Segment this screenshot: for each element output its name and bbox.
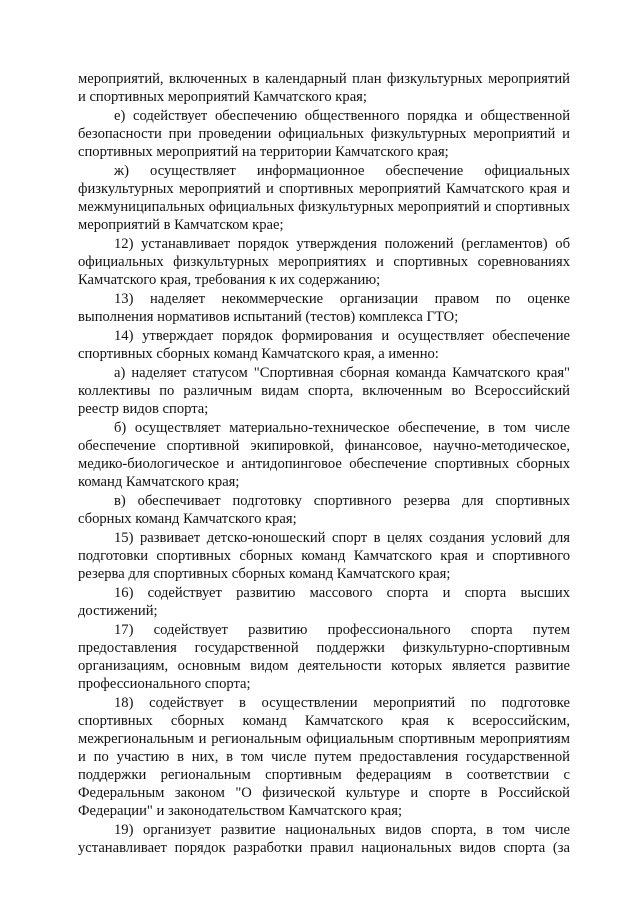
document-page [78,70,570,858]
paragraph-item-15: 15) развивает детско-юношеский спорт в целях создания условий для подготовки спортивных сборных команд Камчатского края и спортивного резерва для спортивных сборных команд Камчатского края; [78,530,570,582]
paragraph-item-18: 18) содействует в осуществлении мероприятий по подготовке спортивных сборных команд Камчатского края к всероссийским, межрегиональным и региональным официальным спортивным мероприятиям и по участию в них, в том числе путем предоставления государственной поддержки региональным спортивным федерациям в соответствии с Федеральным законом "О физической культуре и спорте в Российской Федерации" и законодательством Камчатского края; [78,695,570,819]
paragraph-item-16: 16) содействует развитию массового спорта и спорта высших достижений; [78,585,570,619]
paragraph-item-e: е) содействует обеспечению общественного порядка и общественной безопасности при проведении официальных физкультурных мероприятий и спортивных мероприятий на территории Камчатского края; [78,108,570,160]
paragraph-item-14b: б) осуществляет материально-техническое обеспечение, в том числе обеспечение спортивной экипировкой, финансовое, научно-методическое, медико-биологическое и антидопинговое обеспечение спортивных сборных команд Камчатского края; [78,420,570,490]
paragraph-item-zh: ж) осуществляет информационное обеспечение официальных физкультурных мероприятий и спортивных мероприятий Камчатского края и межмуниципальных официальных физкультурных мероприятий и спортивных мероприятий в Камчатском крае; [78,163,570,233]
paragraph-item-12: 12) устанавливает порядок утверждения положений (регламентов) об официальных физкультурных мероприятиях и спортивных соревнованиях Камчатского края, требования к их содержанию; [78,236,570,288]
paragraph-item-14: 14) утверждает порядок формирования и осуществляет обеспечение спортивных сборных команд Камчатского края, а именно: [78,328,570,362]
paragraph-item-14v: в) обеспечивает подготовку спортивного резерва для спортивных сборных команд Камчатского края; [78,493,570,527]
paragraph-item-14a: а) наделяет статусом "Спортивная сборная команда Камчатского края" коллективы по различным видам спорта, включенным во Всероссийский реестр видов спорта; [78,365,570,417]
paragraph-item-17: 17) содействует развитию профессионального спорта путем предоставления государственной поддержки физкультурно-спортивным организациям, основным видом деятельности которых является развитие профессионального спорта; [78,622,570,692]
paragraph-item-19: 19) организует развитие национальных видов спорта, в том числе устанавливает порядок разработки правил национальных видов спорта (за [78,822,570,856]
paragraph-item-13: 13) наделяет некоммерческие организации правом по оценке выполнения нормативов испытаний (тестов) комплекса ГТО; [78,291,570,325]
paragraph-continuation: мероприятий, включенных в календарный план физкультурных мероприятий и спортивных мероприятий Камчатского края; [78,71,570,105]
